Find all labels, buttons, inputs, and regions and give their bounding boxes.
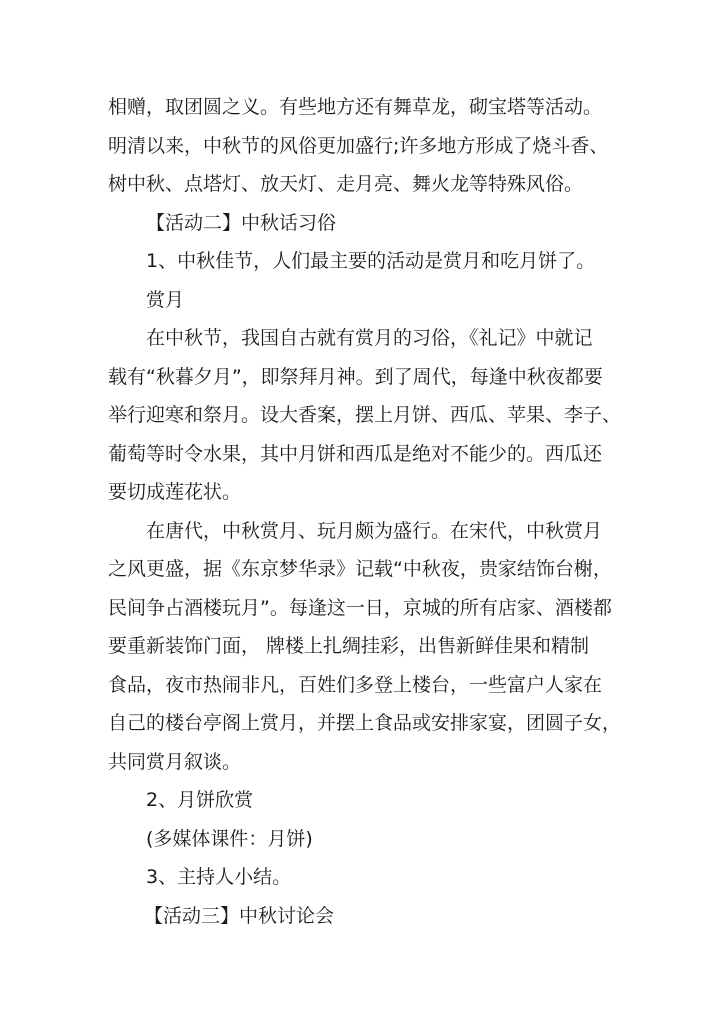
subheading: 赏月	[146, 288, 185, 311]
text-line: 明清以来，中秋节的风俗更加盛行;许多地方形成了烧斗香、	[108, 134, 609, 157]
text-line: 1、中秋佳节，人们最主要的活动是赏月和吃月饼了。	[146, 250, 596, 272]
text-line: 要重新装饰门面， 牌楼上扎绸挂彩，出售新鲜佳果和精制	[108, 635, 590, 657]
text-line: 食品，夜市热闹非凡，百姓们多登上楼台，一些富户人家在	[108, 673, 603, 696]
text-line: 要切成莲花状。	[108, 481, 242, 503]
document-body	[108, 88, 622, 935]
text-line: (多媒体课件：月饼)	[146, 827, 313, 850]
text-line: 相赠，取团圆之义。有些地方还有舞草龙，砌宝塔等活动。	[108, 96, 603, 118]
text-line: 在中秋节，我国自古就有赏月的习俗，《礼记》中就记	[146, 327, 593, 349]
text-line: 载有“秋暮夕月”，即祭拜月神。到了周代，每逢中秋夜都要	[108, 365, 603, 388]
text-line: 在唐代，中秋赏月、玩月颇为盛行。在宋代，中秋赏月	[146, 519, 603, 542]
text-line: 树中秋、点塔灯、放天灯、走月亮、舞火龙等特殊风俗。	[108, 173, 584, 195]
section-heading: 【活动二】中秋话习俗	[146, 211, 337, 234]
list-item: 3、主持人小结。	[146, 866, 292, 888]
text-line: 举行迎寒和祭月。设大香案，摆上月饼、西瓜、苹果、李子、	[108, 404, 622, 426]
text-line: 之风更盛，据《东京梦华录》记载“中秋夜，贵家结饰台榭，	[108, 558, 612, 580]
text-line: 共同赏月叙谈。	[108, 750, 242, 773]
text-line: 自己的楼台亭阁上赏月，并摆上食品或安排家宴，团圆子女，	[108, 712, 622, 734]
section-heading: 【活动三】中秋讨论会	[144, 904, 335, 927]
text-line: 葡萄等时令水果，其中月饼和西瓜是绝对不能少的。西瓜还	[108, 442, 603, 465]
text-line: 民间争占酒楼玩月”。每逢这一日，京城的所有店家、酒楼都	[108, 596, 612, 619]
list-item: 2、月饼欣赏	[146, 789, 254, 811]
